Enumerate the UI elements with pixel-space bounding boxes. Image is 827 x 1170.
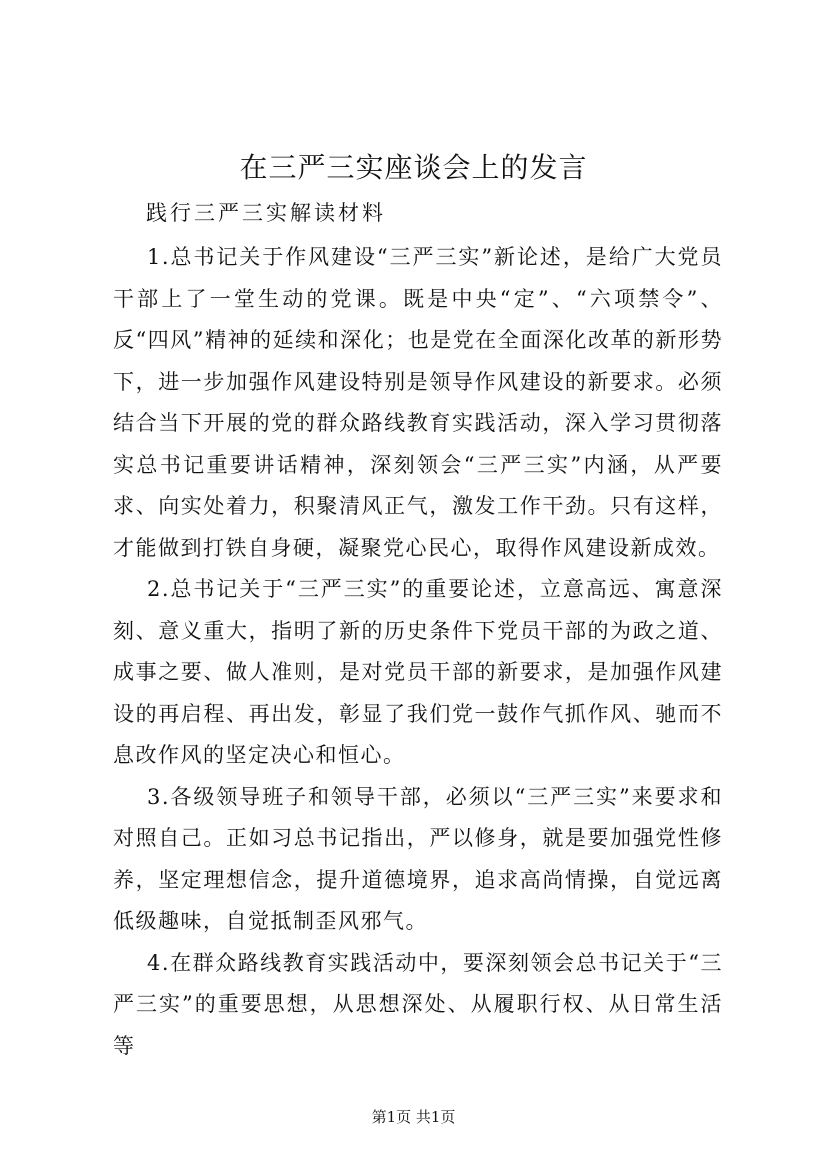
- document-subtitle: 践行三严三实解读材料: [146, 201, 386, 225]
- paragraph-1: 1.总书记关于作风建设“三严三实”新论述，是给广大党员干部上了一堂生动的党课。既是中央“定”、“六项禁令”、反“四风”精神的延续和深化；也是党在全面深化改革的新形势下，进一步加强作风建设特别是领导作风建设的新要求。必须结合当下开展的党的群众路线教育实践活动，深入学习贯彻落实总书记重要讲话精神，深刻领会“三严三实”内涵，从严要求、向实处着力，积聚清风正气，激发工作干劲。只有这样，才能做到打铁自身硬，凝聚党心民心，取得作风建设新成效。: [113, 245, 723, 560]
- page-footer: 第1页 共1页: [371, 1108, 456, 1126]
- paragraph-3: 3.各级领导班子和领导干部，必须以“三严三实”来要求和对照自己。正如习总书记指出，严以修身，就是要加强党性修养，坚定理想信念，提升道德境界，追求高尚情操，自觉远离低级趣味，自觉抵制歪风邪气。: [113, 784, 723, 933]
- paragraph-2: 2.总书记关于“三严三实”的重要论述，立意高远、寓意深刻、意义重大，指明了新的历史条件下党员干部的为政之道、成事之要、做人准则，是对党员干部的新要求，是加强作风建设的再启程、再出发，彰显了我们党一鼓作气抓作风、驰而不息改作风的坚定决心和恒心。: [113, 577, 723, 767]
- document-title: 在三严三实座谈会上的发言: [239, 151, 588, 184]
- paragraph-4: 4.在群众路线教育实践活动中，要深刻领会总书记关于“三严三实”的重要思想，从思想深处、从履职行权、从日常生活等: [113, 950, 723, 1058]
- document-body: [113, 237, 723, 1067]
